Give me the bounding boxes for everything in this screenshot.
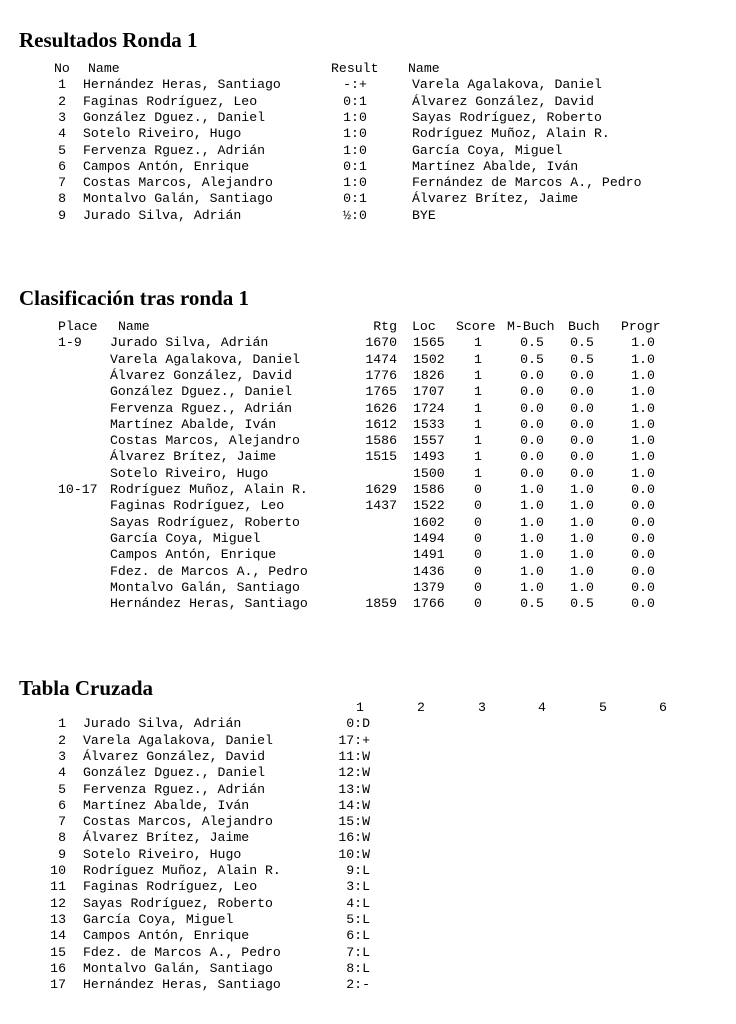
local-rating: 1379 (413, 580, 445, 595)
player-name: Sayas Rodríguez, Roberto (83, 896, 273, 911)
progressive: 0.0 (631, 482, 655, 497)
header-place: Place (58, 319, 98, 334)
table-row (0, 977, 736, 993)
player-name: Hernández Heras, Santiago (110, 596, 308, 611)
score: 0 (474, 580, 482, 595)
progressive: 1.0 (631, 449, 655, 464)
player-name: González Dguez., Daniel (110, 384, 293, 399)
board-number: 6 (58, 159, 66, 174)
score: 0 (474, 515, 482, 530)
score: 0 (474, 482, 482, 497)
buchholz: 1.0 (570, 580, 594, 595)
player-number: 8 (58, 830, 66, 845)
round-1-result: 7:L (346, 945, 370, 960)
round-1-result: 16:W (338, 830, 370, 845)
table-row (0, 126, 736, 142)
header-rtg: Rtg (373, 319, 397, 334)
player-name: Campos Antón, Enrique (83, 928, 250, 943)
rating: 1437 (365, 498, 397, 513)
game-result: 1:0 (343, 143, 367, 158)
header-no: No (54, 61, 70, 76)
white-player: Costas Marcos, Alejandro (83, 175, 273, 190)
m-buchholz: 0.5 (520, 352, 544, 367)
table-row (0, 912, 736, 928)
round-1-result: 5:L (346, 912, 370, 927)
local-rating: 1724 (413, 401, 445, 416)
local-rating: 1494 (413, 531, 445, 546)
table-row (0, 830, 736, 846)
m-buchholz: 0.0 (520, 449, 544, 464)
score: 0 (474, 498, 482, 513)
m-buchholz: 1.0 (520, 547, 544, 562)
board-number: 8 (58, 191, 66, 206)
round-1-result: 0:D (346, 716, 370, 731)
rating: 1626 (365, 401, 397, 416)
score: 1 (474, 352, 482, 367)
table-row (0, 547, 736, 563)
round-header-1: 1 (356, 700, 364, 715)
m-buchholz: 0.5 (520, 335, 544, 350)
buchholz: 0.0 (570, 368, 594, 383)
table-row (0, 847, 736, 863)
round-1-result: 6:L (346, 928, 370, 943)
white-player: Faginas Rodríguez, Leo (83, 94, 258, 109)
player-number: 5 (58, 782, 66, 797)
game-result: 0:1 (343, 191, 367, 206)
white-player: Fervenza Rguez., Adrián (83, 143, 266, 158)
round-1-result: 4:L (346, 896, 370, 911)
round-1-result: 17:+ (338, 733, 370, 748)
buchholz: 0.0 (570, 384, 594, 399)
table-row (0, 368, 736, 384)
player-name: Campos Antón, Enrique (110, 547, 277, 562)
progressive: 0.0 (631, 531, 655, 546)
board-number: 3 (58, 110, 66, 125)
local-rating: 1500 (413, 466, 445, 481)
player-name: Sayas Rodríguez, Roberto (110, 515, 300, 530)
round-1-result: 11:W (338, 749, 370, 764)
score: 1 (474, 449, 482, 464)
table-row (0, 94, 736, 110)
table-row (0, 466, 736, 482)
score: 1 (474, 466, 482, 481)
black-player: Varela Agalakova, Daniel (412, 77, 602, 92)
m-buchholz: 0.0 (520, 466, 544, 481)
rating: 1776 (365, 368, 397, 383)
player-number: 9 (58, 847, 66, 862)
local-rating: 1557 (413, 433, 445, 448)
table-row (0, 191, 736, 207)
player-number: 12 (50, 896, 66, 911)
table-row (0, 175, 736, 191)
m-buchholz: 0.0 (520, 384, 544, 399)
progressive: 1.0 (631, 417, 655, 432)
table-row (0, 208, 736, 224)
standings-title: Clasificación tras ronda 1 (19, 286, 250, 310)
local-rating: 1826 (413, 368, 445, 383)
game-result: 0:1 (343, 159, 367, 174)
player-name: Fervenza Rguez., Adrián (110, 401, 293, 416)
round-1-result: 15:W (338, 814, 370, 829)
table-row (0, 928, 736, 944)
player-name: Fervenza Rguez., Adrián (83, 782, 266, 797)
player-number: 1 (58, 716, 66, 731)
place: 10-17 (58, 482, 98, 497)
score: 1 (474, 417, 482, 432)
m-buchholz: 0.0 (520, 368, 544, 383)
player-name: Costas Marcos, Alejandro (110, 433, 300, 448)
header-name: Name (88, 61, 120, 76)
rating: 1515 (365, 449, 397, 464)
crosstable-title: Tabla Cruzada (19, 676, 154, 700)
local-rating: 1586 (413, 482, 445, 497)
progressive: 1.0 (631, 433, 655, 448)
table-row (0, 765, 736, 781)
table-row (0, 449, 736, 465)
progressive: 1.0 (631, 368, 655, 383)
player-number: 2 (58, 733, 66, 748)
crosstable-header-row (0, 700, 736, 716)
black-player: BYE (412, 208, 436, 223)
player-number: 10 (50, 863, 66, 878)
local-rating: 1522 (413, 498, 445, 513)
player-name: Sotelo Riveiro, Hugo (110, 466, 269, 481)
local-rating: 1766 (413, 596, 445, 611)
round-header-5: 5 (599, 700, 607, 715)
board-number: 7 (58, 175, 66, 190)
table-row (0, 401, 736, 417)
buchholz: 1.0 (570, 498, 594, 513)
table-row (0, 417, 736, 433)
rating: 1670 (365, 335, 397, 350)
header-loc: Loc (412, 319, 436, 334)
buchholz: 0.0 (570, 449, 594, 464)
progressive: 0.0 (631, 580, 655, 595)
white-player: Jurado Silva, Adrián (83, 208, 242, 223)
m-buchholz: 1.0 (520, 531, 544, 546)
player-name: Varela Agalakova, Daniel (83, 733, 273, 748)
buchholz: 1.0 (570, 547, 594, 562)
table-row (0, 564, 736, 580)
score: 1 (474, 433, 482, 448)
black-player: Martínez Abalde, Iván (412, 159, 579, 174)
player-name: González Dguez., Daniel (83, 765, 266, 780)
black-player: García Coya, Miguel (412, 143, 563, 158)
table-row (0, 482, 736, 498)
table-row (0, 733, 736, 749)
black-player: Sayas Rodríguez, Roberto (412, 110, 602, 125)
table-row (0, 596, 736, 612)
rating: 1765 (365, 384, 397, 399)
buchholz: 1.0 (570, 515, 594, 530)
round-1-result: 13:W (338, 782, 370, 797)
game-result: 1:0 (343, 110, 367, 125)
round-1-result: 3:L (346, 879, 370, 894)
board-number: 1 (58, 77, 66, 92)
m-buchholz: 1.0 (520, 515, 544, 530)
player-number: 14 (50, 928, 66, 943)
progressive: 1.0 (631, 466, 655, 481)
rating: 1612 (365, 417, 397, 432)
white-player: Campos Antón, Enrique (83, 159, 250, 174)
player-name: Álvarez González, David (110, 368, 293, 383)
score: 1 (474, 368, 482, 383)
rating: 1474 (365, 352, 397, 367)
board-number: 2 (58, 94, 66, 109)
local-rating: 1436 (413, 564, 445, 579)
player-name: Varela Agalakova, Daniel (110, 352, 300, 367)
white-player: Hernández Heras, Santiago (83, 77, 281, 92)
rating: 1586 (365, 433, 397, 448)
round-header-row (0, 61, 736, 77)
m-buchholz: 0.0 (520, 417, 544, 432)
rating: 1629 (365, 482, 397, 497)
local-rating: 1565 (413, 335, 445, 350)
rating: 1859 (365, 596, 397, 611)
player-number: 6 (58, 798, 66, 813)
black-player: Fernández de Marcos A., Pedro (412, 175, 642, 190)
m-buchholz: 1.0 (520, 564, 544, 579)
score: 1 (474, 401, 482, 416)
table-row (0, 433, 736, 449)
score: 0 (474, 531, 482, 546)
header-name: Name (118, 319, 150, 334)
player-name: Martínez Abalde, Iván (110, 417, 277, 432)
game-result: -:+ (343, 77, 367, 92)
player-name: Álvarez Brítez, Jaime (110, 449, 277, 464)
game-result: 0:1 (343, 94, 367, 109)
buchholz: 0.0 (570, 417, 594, 432)
local-rating: 1502 (413, 352, 445, 367)
player-number: 16 (50, 961, 66, 976)
player-name: Montalvo Galán, Santiago (83, 961, 273, 976)
place: 1-9 (58, 335, 82, 350)
player-number: 11 (50, 879, 66, 894)
table-row (0, 716, 736, 732)
round-header-4: 4 (538, 700, 546, 715)
buchholz: 0.5 (570, 596, 594, 611)
table-row (0, 352, 736, 368)
m-buchholz: 1.0 (520, 498, 544, 513)
table-row (0, 879, 736, 895)
header-progr: Progr (621, 319, 661, 334)
player-name: Costas Marcos, Alejandro (83, 814, 273, 829)
player-name: Jurado Silva, Adrián (110, 335, 269, 350)
table-row (0, 515, 736, 531)
table-row (0, 77, 736, 93)
player-name: Martínez Abalde, Iván (83, 798, 250, 813)
board-number: 4 (58, 126, 66, 141)
game-result: 1:0 (343, 126, 367, 141)
score: 0 (474, 547, 482, 562)
black-player: Rodríguez Muñoz, Alain R. (412, 126, 610, 141)
table-row (0, 384, 736, 400)
buchholz: 1.0 (570, 482, 594, 497)
progressive: 0.0 (631, 515, 655, 530)
score: 0 (474, 596, 482, 611)
progressive: 1.0 (631, 352, 655, 367)
table-row (0, 961, 736, 977)
progressive: 0.0 (631, 596, 655, 611)
player-name: Montalvo Galán, Santiago (110, 580, 300, 595)
round-1-result: 8:L (346, 961, 370, 976)
player-number: 17 (50, 977, 66, 992)
table-row (0, 531, 736, 547)
m-buchholz: 1.0 (520, 580, 544, 595)
buchholz: 0.0 (570, 433, 594, 448)
white-player: Sotelo Riveiro, Hugo (83, 126, 242, 141)
buchholz: 1.0 (570, 564, 594, 579)
table-row (0, 498, 736, 514)
table-row (0, 863, 736, 879)
buchholz: 0.5 (570, 335, 594, 350)
table-row (0, 159, 736, 175)
white-player: Montalvo Galán, Santiago (83, 191, 273, 206)
player-name: Hernández Heras, Santiago (83, 977, 281, 992)
round-results-title: Resultados Ronda 1 (19, 28, 198, 52)
player-number: 4 (58, 765, 66, 780)
header-mbuch: M-Buch (507, 319, 555, 334)
player-name: Fdez. de Marcos A., Pedro (83, 945, 281, 960)
table-row (0, 814, 736, 830)
local-rating: 1491 (413, 547, 445, 562)
header-name2: Name (408, 61, 440, 76)
round-header-6: 6 (659, 700, 667, 715)
table-row (0, 110, 736, 126)
local-rating: 1493 (413, 449, 445, 464)
player-number: 3 (58, 749, 66, 764)
player-name: Fdez. de Marcos A., Pedro (110, 564, 308, 579)
buchholz: 0.0 (570, 401, 594, 416)
round-header-3: 3 (478, 700, 486, 715)
round-1-result: 2:- (346, 977, 370, 992)
progressive: 0.0 (631, 498, 655, 513)
table-row (0, 749, 736, 765)
white-player: González Dguez., Daniel (83, 110, 266, 125)
progressive: 0.0 (631, 564, 655, 579)
progressive: 0.0 (631, 547, 655, 562)
game-result: ½:0 (343, 208, 367, 223)
table-row (0, 580, 736, 596)
score: 1 (474, 384, 482, 399)
header-result: Result (331, 61, 379, 76)
player-name: García Coya, Miguel (110, 531, 261, 546)
black-player: Álvarez Brítez, Jaime (412, 191, 579, 206)
table-row (0, 798, 736, 814)
player-name: Faginas Rodríguez, Leo (83, 879, 258, 894)
buchholz: 0.5 (570, 352, 594, 367)
player-name: Jurado Silva, Adrián (83, 716, 242, 731)
buchholz: 1.0 (570, 531, 594, 546)
local-rating: 1533 (413, 417, 445, 432)
player-name: Álvarez Brítez, Jaime (83, 830, 250, 845)
m-buchholz: 1.0 (520, 482, 544, 497)
table-row (0, 945, 736, 961)
progressive: 1.0 (631, 335, 655, 350)
header-buch: Buch (568, 319, 600, 334)
local-rating: 1602 (413, 515, 445, 530)
local-rating: 1707 (413, 384, 445, 399)
table-row (0, 335, 736, 351)
board-number: 5 (58, 143, 66, 158)
player-name: Sotelo Riveiro, Hugo (83, 847, 242, 862)
round-1-result: 14:W (338, 798, 370, 813)
player-name: Álvarez González, David (83, 749, 266, 764)
player-number: 13 (50, 912, 66, 927)
m-buchholz: 0.0 (520, 433, 544, 448)
player-number: 7 (58, 814, 66, 829)
standings-header-row (0, 319, 736, 335)
black-player: Álvarez González, David (412, 94, 595, 109)
table-row (0, 782, 736, 798)
player-name: García Coya, Miguel (83, 912, 234, 927)
progressive: 1.0 (631, 401, 655, 416)
progressive: 1.0 (631, 384, 655, 399)
game-result: 1:0 (343, 175, 367, 190)
header-score: Score (456, 319, 496, 334)
board-number: 9 (58, 208, 66, 223)
round-1-result: 10:W (338, 847, 370, 862)
player-name: Rodríguez Muñoz, Alain R. (110, 482, 308, 497)
buchholz: 0.0 (570, 466, 594, 481)
score: 1 (474, 335, 482, 350)
table-row (0, 143, 736, 159)
player-name: Rodríguez Muñoz, Alain R. (83, 863, 281, 878)
m-buchholz: 0.5 (520, 596, 544, 611)
round-header-2: 2 (417, 700, 425, 715)
round-1-result: 12:W (338, 765, 370, 780)
score: 0 (474, 564, 482, 579)
table-row (0, 896, 736, 912)
m-buchholz: 0.0 (520, 401, 544, 416)
player-name: Faginas Rodríguez, Leo (110, 498, 285, 513)
player-number: 15 (50, 945, 66, 960)
round-1-result: 9:L (346, 863, 370, 878)
